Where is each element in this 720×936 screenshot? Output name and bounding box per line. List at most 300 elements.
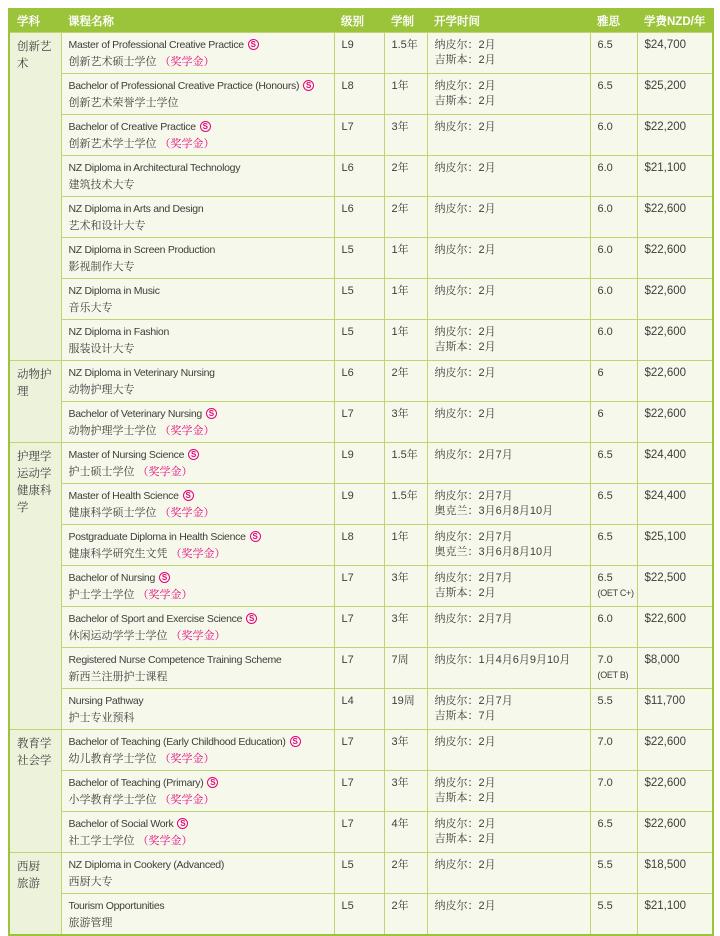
course-name-en xyxy=(69,120,331,135)
scholarship-icon: S xyxy=(188,449,199,460)
ielts-cell xyxy=(590,115,637,156)
level-cell: L9 xyxy=(334,33,384,74)
subject-cell xyxy=(9,443,61,730)
intake-cell xyxy=(427,33,590,74)
course-name-zh-text: 音乐大专 xyxy=(68,302,113,314)
course-name-cell xyxy=(61,443,334,484)
course-row xyxy=(9,730,713,771)
course-name-zh xyxy=(69,301,331,316)
intake-cell xyxy=(427,238,590,279)
intake-line: 纳皮尔：2月 xyxy=(434,818,496,830)
course-name-zh-text: 健康科学硕士学位 xyxy=(68,507,157,519)
course-name-zh-text: 健康科学研究生文凭 xyxy=(68,548,168,560)
course-name-en-text: NZ Diploma in Architectural Technology xyxy=(68,162,241,174)
duration-cell: 1.5年 xyxy=(384,443,427,484)
course-name-zh-text: 小学教育学士学位 xyxy=(68,794,157,806)
duration-cell: 3年 xyxy=(384,730,427,771)
duration-cell: 3年 xyxy=(384,402,427,443)
duration-cell: 2年 xyxy=(384,853,427,894)
course-name-zh xyxy=(69,670,331,685)
course-name-cell xyxy=(61,853,334,894)
level-cell: L7 xyxy=(334,566,384,607)
scholarship-label: （奖学金） xyxy=(156,56,215,68)
duration-cell: 1.5年 xyxy=(384,484,427,525)
intake-line: 奥克兰：3月6月8月10月 xyxy=(434,505,554,517)
duration-cell: 4年 xyxy=(384,812,427,853)
ielts-score: 6.5 xyxy=(597,531,613,543)
course-name-zh xyxy=(69,875,331,890)
header-fee: 学费NZD/年 xyxy=(637,9,713,33)
course-name-en-text: NZ Diploma in Arts and Design xyxy=(68,203,204,215)
level-cell: L5 xyxy=(334,853,384,894)
ielts-cell xyxy=(590,525,637,566)
fee-cell: $22,600 xyxy=(637,771,713,812)
fee-cell: $22,600 xyxy=(637,361,713,402)
header-course-name: 课程名称 xyxy=(61,9,334,33)
intake-line: 吉斯本：2月 xyxy=(434,587,496,599)
duration-cell: 1年 xyxy=(384,320,427,361)
ielts-cell xyxy=(590,689,637,730)
ielts-score: 6.5 xyxy=(597,572,613,584)
scholarship-label: （奖学金） xyxy=(134,466,193,478)
duration-cell: 1.5年 xyxy=(384,33,427,74)
level-cell: L7 xyxy=(334,730,384,771)
course-row xyxy=(9,812,713,853)
course-name-cell xyxy=(61,74,334,115)
course-name-zh xyxy=(69,834,331,849)
intake-line: 纳皮尔：2月 xyxy=(434,777,496,789)
course-row xyxy=(9,33,713,74)
duration-cell: 1年 xyxy=(384,74,427,115)
course-name-zh xyxy=(69,96,331,111)
subject-label: 社会学 xyxy=(17,755,52,767)
scholarship-label: （奖学金） xyxy=(156,507,215,519)
scholarship-label: （奖学金） xyxy=(156,425,215,437)
course-name-en-text: Nursing Pathway xyxy=(68,695,144,707)
duration-cell: 1年 xyxy=(384,238,427,279)
course-name-en-text: Bachelor of Creative Practice xyxy=(68,121,196,133)
course-name-en-text: Registered Nurse Competence Training Scheme xyxy=(68,654,282,666)
fee-cell: $22,600 xyxy=(637,812,713,853)
intake-line: 纳皮尔：2月 xyxy=(434,203,496,215)
subject-label: 西厨 xyxy=(17,861,40,873)
course-row xyxy=(9,361,713,402)
course-row xyxy=(9,238,713,279)
course-row xyxy=(9,484,713,525)
course-table-body xyxy=(9,33,713,936)
course-name-zh-text: 艺术和设计大专 xyxy=(68,220,146,232)
course-name-zh xyxy=(69,178,331,193)
intake-cell xyxy=(427,402,590,443)
ielts-cell xyxy=(590,402,637,443)
ielts-cell xyxy=(590,320,637,361)
scholarship-label: （奖学金） xyxy=(134,589,193,601)
intake-line: 吉斯本：2月 xyxy=(434,54,496,66)
ielts-score: 6.5 xyxy=(597,449,613,461)
header-subject: 学科 xyxy=(9,9,61,33)
course-name-cell xyxy=(61,279,334,320)
scholarship-label: （奖学金） xyxy=(156,138,215,150)
course-row xyxy=(9,279,713,320)
course-name-zh-text: 护士学士学位 xyxy=(68,589,135,601)
ielts-score: 7.0 xyxy=(597,736,613,748)
course-name-zh xyxy=(69,506,331,521)
course-name-zh xyxy=(69,588,331,603)
level-cell: L4 xyxy=(334,689,384,730)
subject-cell xyxy=(9,853,61,936)
fee-cell: $18,500 xyxy=(637,853,713,894)
fee-cell: $22,600 xyxy=(637,279,713,320)
course-name-cell xyxy=(61,894,334,936)
course-name-cell xyxy=(61,525,334,566)
intake-cell xyxy=(427,320,590,361)
course-name-zh xyxy=(69,342,331,357)
level-cell: L7 xyxy=(334,771,384,812)
course-name-en-text: NZ Diploma in Cookery (Advanced) xyxy=(68,859,225,871)
course-name-zh-text: 创新艺术硕士学位 xyxy=(68,56,157,68)
course-name-en-text: Bachelor of Social Work xyxy=(68,818,174,830)
intake-line: 纳皮尔：2月 xyxy=(434,736,496,748)
fee-cell: $22,600 xyxy=(637,730,713,771)
header-row xyxy=(9,9,713,33)
course-name-zh xyxy=(69,711,331,726)
intake-line: 纳皮尔：2月7月 xyxy=(434,613,513,625)
subject-cell xyxy=(9,730,61,853)
ielts-score: 6 xyxy=(597,408,604,420)
course-row xyxy=(9,402,713,443)
intake-line: 纳皮尔：2月 xyxy=(434,408,496,420)
fee-cell: $25,100 xyxy=(637,525,713,566)
course-name-en-text: Bachelor of Sport and Exercise Science xyxy=(68,613,243,625)
course-name-en xyxy=(69,366,331,381)
course-row xyxy=(9,197,713,238)
header-level: 级别 xyxy=(334,9,384,33)
course-name-cell xyxy=(61,607,334,648)
course-name-en-text: Master of Professional Creative Practice xyxy=(68,39,244,51)
scholarship-label: （奖学金） xyxy=(134,835,193,847)
level-cell: L6 xyxy=(334,156,384,197)
course-name-zh xyxy=(69,752,331,767)
level-cell: L8 xyxy=(334,525,384,566)
course-name-en-text: NZ Diploma in Music xyxy=(68,285,160,297)
fee-cell: $25,200 xyxy=(637,74,713,115)
subject-label: 护理学 xyxy=(17,451,52,463)
ielts-score: 6.0 xyxy=(597,162,613,174)
level-cell: L5 xyxy=(334,894,384,936)
intake-line: 纳皮尔：2月 xyxy=(434,367,496,379)
course-name-zh-text: 动物护理大专 xyxy=(68,384,135,396)
subject-cell xyxy=(9,361,61,443)
duration-cell: 3年 xyxy=(384,115,427,156)
intake-cell xyxy=(427,648,590,689)
course-name-en xyxy=(69,571,331,586)
course-name-cell xyxy=(61,812,334,853)
fee-cell: $22,600 xyxy=(637,607,713,648)
intake-line: 纳皮尔：2月 xyxy=(434,121,496,133)
ielts-score: 6.5 xyxy=(597,490,613,502)
intake-line: 吉斯本：2月 xyxy=(434,341,496,353)
course-name-cell xyxy=(61,115,334,156)
ielts-cell xyxy=(590,812,637,853)
level-cell: L9 xyxy=(334,484,384,525)
ielts-score: 6.0 xyxy=(597,326,613,338)
intake-cell xyxy=(427,894,590,936)
course-name-zh xyxy=(69,383,331,398)
scholarship-icon: S xyxy=(200,121,211,132)
fee-cell: $22,600 xyxy=(637,238,713,279)
intake-line: 纳皮尔：2月 xyxy=(434,285,496,297)
course-name-en-text: Tourism Opportunities xyxy=(68,900,165,912)
intake-line: 纳皮尔：2月 xyxy=(434,80,496,92)
ielts-cell xyxy=(590,894,637,936)
course-name-zh-text: 西厨大专 xyxy=(68,876,113,888)
course-name-cell xyxy=(61,33,334,74)
duration-cell: 2年 xyxy=(384,197,427,238)
course-name-en xyxy=(69,161,331,176)
level-cell: L9 xyxy=(334,443,384,484)
course-name-en xyxy=(69,243,331,258)
ielts-score: 6.5 xyxy=(597,80,613,92)
course-name-zh-text: 护士专业预科 xyxy=(68,712,135,724)
ielts-cell xyxy=(590,607,637,648)
intake-cell xyxy=(427,361,590,402)
course-row xyxy=(9,115,713,156)
duration-cell: 1年 xyxy=(384,525,427,566)
course-name-en xyxy=(69,858,331,873)
course-name-en-text: NZ Diploma in Veterinary Nursing xyxy=(68,367,215,379)
intake-line: 吉斯本：2月 xyxy=(434,833,496,845)
intake-cell xyxy=(427,771,590,812)
intake-line: 纳皮尔：2月7月 xyxy=(434,695,513,707)
course-name-zh-text: 建筑技术大专 xyxy=(68,179,135,191)
course-name-zh xyxy=(69,547,331,562)
fee-cell: $24,700 xyxy=(637,33,713,74)
course-name-en xyxy=(69,489,331,504)
ielts-score: 7.0 xyxy=(597,654,613,666)
intake-line: 纳皮尔：2月 xyxy=(434,900,496,912)
course-name-en xyxy=(69,612,331,627)
intake-cell xyxy=(427,607,590,648)
course-name-zh-text: 创新艺术荣誉学士学位 xyxy=(68,97,179,109)
ielts-cell xyxy=(590,361,637,402)
course-row xyxy=(9,689,713,730)
course-name-cell xyxy=(61,648,334,689)
course-row xyxy=(9,648,713,689)
course-name-zh-text: 新西兰注册护士课程 xyxy=(68,671,168,683)
fee-cell: $21,100 xyxy=(637,156,713,197)
course-name-cell xyxy=(61,156,334,197)
course-row xyxy=(9,74,713,115)
scholarship-icon: S xyxy=(250,531,261,542)
scholarship-label: （奖学金） xyxy=(167,630,226,642)
level-cell: L5 xyxy=(334,279,384,320)
level-cell: L7 xyxy=(334,402,384,443)
course-name-en xyxy=(69,448,331,463)
course-name-cell xyxy=(61,197,334,238)
ielts-note: (OET B) xyxy=(597,670,629,680)
course-name-zh-text: 幼儿教育学士学位 xyxy=(68,753,157,765)
course-name-cell xyxy=(61,566,334,607)
intake-line: 吉斯本：2月 xyxy=(434,792,496,804)
subject-label: 运动学 xyxy=(17,468,52,480)
intake-line: 吉斯本：2月 xyxy=(434,95,496,107)
course-row xyxy=(9,320,713,361)
course-name-en-text: NZ Diploma in Fashion xyxy=(68,326,169,338)
course-row xyxy=(9,607,713,648)
intake-line: 纳皮尔：2月 xyxy=(434,162,496,174)
duration-cell: 7周 xyxy=(384,648,427,689)
level-cell: L7 xyxy=(334,607,384,648)
course-name-cell xyxy=(61,730,334,771)
scholarship-label: （奖学金） xyxy=(167,548,226,560)
course-name-en xyxy=(69,530,331,545)
course-name-zh xyxy=(69,260,331,275)
course-row xyxy=(9,894,713,936)
intake-line: 纳皮尔：2月7月 xyxy=(434,572,513,584)
table-header xyxy=(9,9,713,33)
level-cell: L8 xyxy=(334,74,384,115)
ielts-score: 5.5 xyxy=(597,900,613,912)
course-name-en xyxy=(69,407,331,422)
ielts-cell xyxy=(590,33,637,74)
course-name-en xyxy=(69,325,331,340)
course-name-zh xyxy=(69,55,331,70)
course-row xyxy=(9,853,713,894)
subject-label: 教育学 xyxy=(17,738,52,750)
course-name-zh xyxy=(69,424,331,439)
fee-cell: $22,600 xyxy=(637,320,713,361)
ielts-cell xyxy=(590,771,637,812)
course-name-zh-text: 服装设计大专 xyxy=(68,343,135,355)
course-name-en-text: Master of Nursing Science xyxy=(68,449,185,461)
ielts-note: (OET C+) xyxy=(597,588,634,598)
scholarship-icon: S xyxy=(206,408,217,419)
course-name-cell xyxy=(61,320,334,361)
subject-label: 旅游 xyxy=(17,878,40,890)
fee-cell: $8,000 xyxy=(637,648,713,689)
course-name-zh xyxy=(69,793,331,808)
ielts-cell xyxy=(590,648,637,689)
scholarship-icon: S xyxy=(159,572,170,583)
course-name-en-text: Bachelor of Nursing xyxy=(68,572,156,584)
ielts-cell xyxy=(590,279,637,320)
subject-label: 健康科学 xyxy=(17,485,52,514)
course-name-en xyxy=(69,284,331,299)
scholarship-icon: S xyxy=(248,39,259,50)
intake-cell xyxy=(427,443,590,484)
fee-cell: $22,200 xyxy=(637,115,713,156)
scholarship-icon: S xyxy=(207,777,218,788)
scholarship-icon: S xyxy=(290,736,301,747)
course-name-cell xyxy=(61,771,334,812)
duration-cell: 3年 xyxy=(384,566,427,607)
duration-cell: 2年 xyxy=(384,156,427,197)
intake-cell xyxy=(427,115,590,156)
course-name-cell xyxy=(61,484,334,525)
intake-line: 纳皮尔：2月 xyxy=(434,244,496,256)
course-name-en-text: Bachelor of Teaching (Primary) xyxy=(68,777,204,789)
fee-cell: $21,100 xyxy=(637,894,713,936)
level-cell: L6 xyxy=(334,361,384,402)
level-cell: L5 xyxy=(334,320,384,361)
ielts-score: 6.5 xyxy=(597,818,613,830)
ielts-score: 5.5 xyxy=(597,695,613,707)
course-row xyxy=(9,443,713,484)
course-row xyxy=(9,525,713,566)
level-cell: L6 xyxy=(334,197,384,238)
scholarship-label: （奖学金） xyxy=(156,753,215,765)
ielts-score: 7.0 xyxy=(597,777,613,789)
course-name-en xyxy=(69,79,331,94)
course-name-en xyxy=(69,776,331,791)
course-name-en-text: NZ Diploma in Screen Production xyxy=(68,244,216,256)
scholarship-icon: S xyxy=(303,80,314,91)
intake-cell xyxy=(427,853,590,894)
course-name-en xyxy=(69,899,331,914)
course-name-en xyxy=(69,202,331,217)
course-name-zh-text: 动物护理学士学位 xyxy=(68,425,157,437)
ielts-score: 6 xyxy=(597,367,604,379)
ielts-cell xyxy=(590,197,637,238)
duration-cell: 3年 xyxy=(384,771,427,812)
fee-cell: $24,400 xyxy=(637,443,713,484)
course-name-zh xyxy=(69,916,331,931)
intake-cell xyxy=(427,484,590,525)
fee-cell: $22,500 xyxy=(637,566,713,607)
course-name-zh-text: 休闲运动学学士学位 xyxy=(68,630,168,642)
intake-line: 纳皮尔：2月7月 xyxy=(434,531,513,543)
fee-cell: $11,700 xyxy=(637,689,713,730)
course-name-zh-text: 旅游管理 xyxy=(68,917,113,929)
course-name-zh-text: 影视制作大专 xyxy=(68,261,135,273)
intake-line: 奥克兰：3月6月8月10月 xyxy=(434,546,554,558)
scholarship-label: （奖学金） xyxy=(156,794,215,806)
course-name-cell xyxy=(61,238,334,279)
subject-label: 动物护理 xyxy=(17,369,52,398)
intake-cell xyxy=(427,74,590,115)
course-name-zh-text: 创新艺术学士学位 xyxy=(68,138,157,150)
ielts-cell xyxy=(590,566,637,607)
intake-line: 吉斯本：7月 xyxy=(434,710,496,722)
intake-cell xyxy=(427,279,590,320)
ielts-score: 5.5 xyxy=(597,859,613,871)
course-name-zh-text: 护士硕士学位 xyxy=(68,466,135,478)
course-name-zh xyxy=(69,219,331,234)
intake-cell xyxy=(427,197,590,238)
intake-cell xyxy=(427,812,590,853)
course-name-en xyxy=(69,694,331,709)
intake-line: 纳皮尔：2月 xyxy=(434,326,496,338)
course-name-en xyxy=(69,38,331,53)
course-row xyxy=(9,566,713,607)
ielts-cell xyxy=(590,156,637,197)
duration-cell: 2年 xyxy=(384,361,427,402)
fee-cell: $24,400 xyxy=(637,484,713,525)
duration-cell: 2年 xyxy=(384,894,427,936)
ielts-cell xyxy=(590,484,637,525)
course-name-en xyxy=(69,735,331,750)
subject-cell xyxy=(9,33,61,361)
course-name-cell xyxy=(61,689,334,730)
scholarship-icon: S xyxy=(246,613,257,624)
intake-cell xyxy=(427,156,590,197)
course-row xyxy=(9,156,713,197)
intake-line: 纳皮尔：2月 xyxy=(434,859,496,871)
ielts-cell xyxy=(590,443,637,484)
header-duration: 学制 xyxy=(384,9,427,33)
ielts-score: 6.0 xyxy=(597,121,613,133)
fee-cell: $22,600 xyxy=(637,402,713,443)
